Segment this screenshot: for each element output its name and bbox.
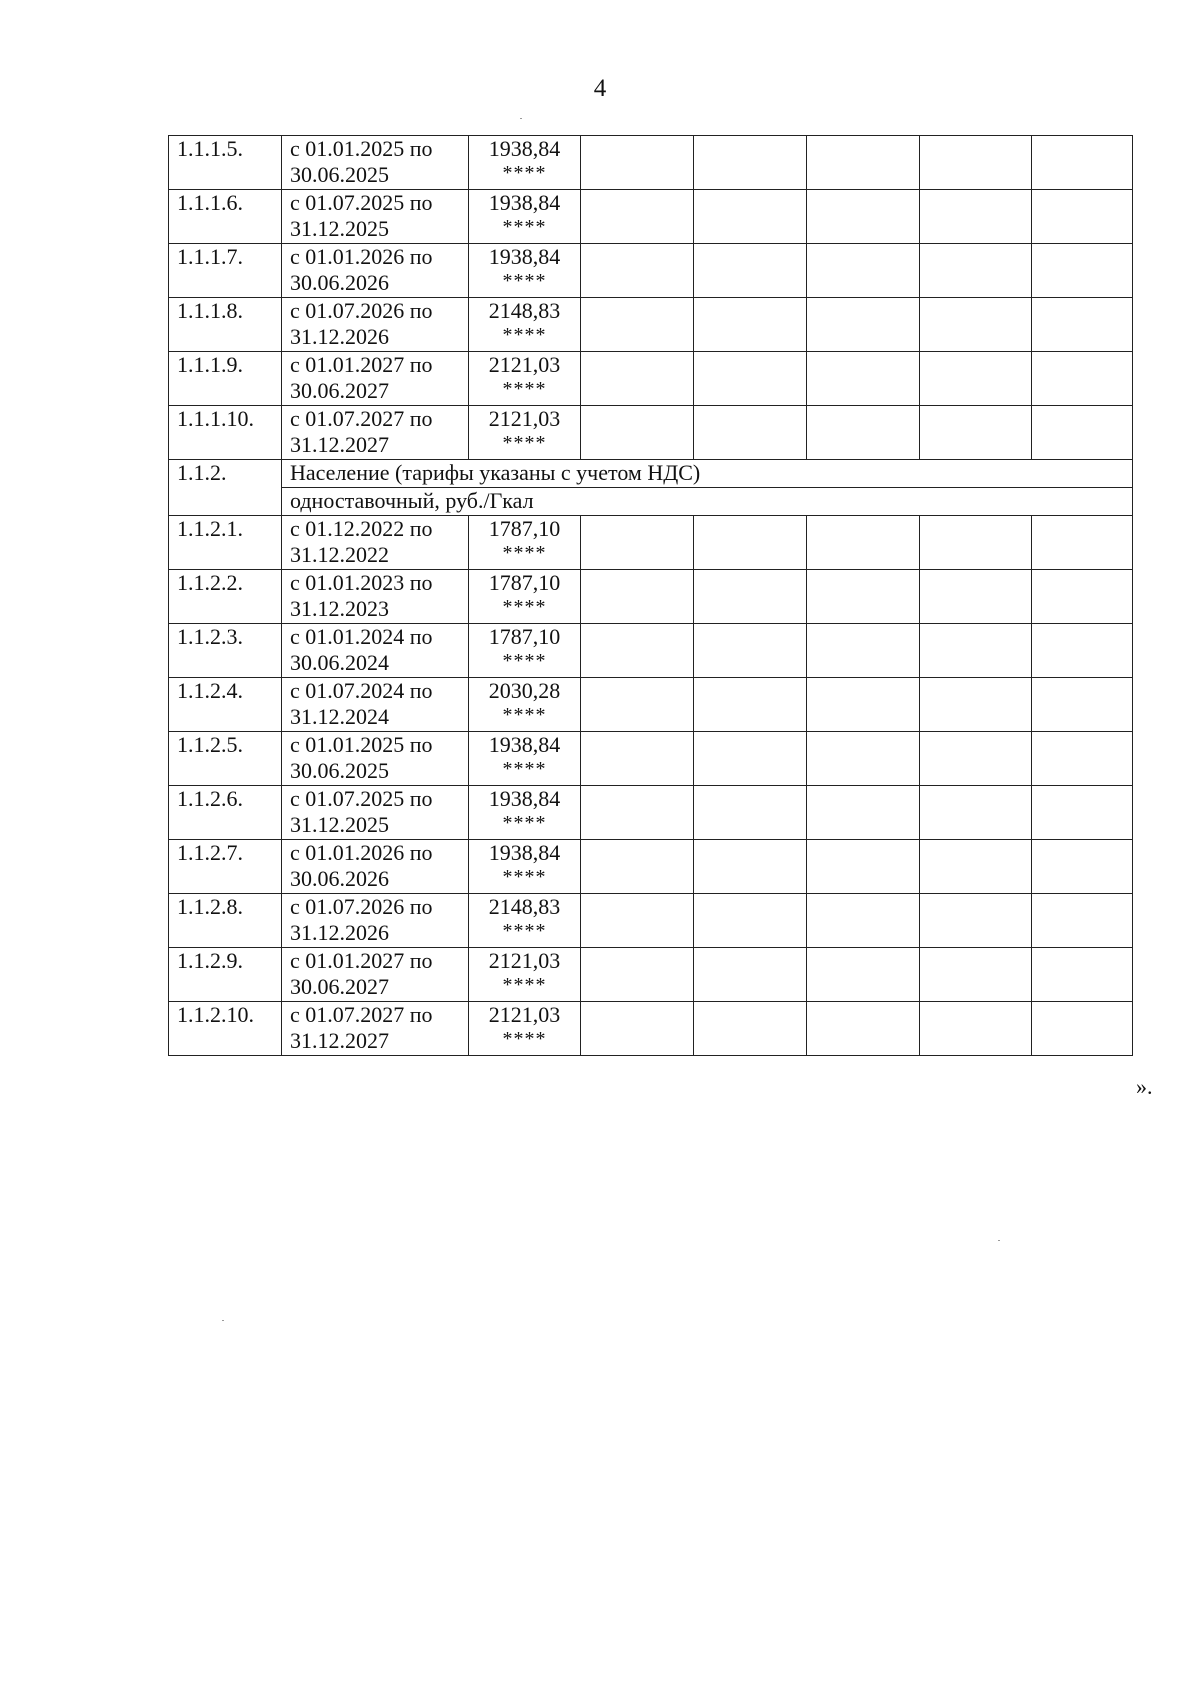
period-start: с 01.01.2027 по bbox=[290, 948, 433, 973]
empty-cell bbox=[920, 516, 1032, 570]
table-row bbox=[169, 190, 1133, 244]
row-number: 1.1.2.6. bbox=[169, 786, 282, 840]
tariff-value-cell bbox=[469, 352, 581, 406]
empty-cell bbox=[1032, 406, 1133, 460]
empty-cell bbox=[581, 406, 694, 460]
tariff-value: 1787,10 bbox=[488, 570, 561, 595]
period-end: 30.06.2025 bbox=[290, 162, 389, 187]
tariff-value-cell bbox=[469, 678, 581, 732]
empty-cell bbox=[807, 136, 920, 190]
table-row bbox=[169, 406, 1133, 460]
empty-cell bbox=[920, 298, 1032, 352]
empty-cell bbox=[694, 244, 807, 298]
period-cell bbox=[282, 786, 469, 840]
empty-cell bbox=[694, 786, 807, 840]
footnote-mark: **** bbox=[502, 866, 547, 888]
table-row bbox=[169, 516, 1133, 570]
table-body-top bbox=[169, 136, 1133, 460]
period-cell bbox=[282, 136, 469, 190]
period-start: с 01.01.2025 по bbox=[290, 732, 433, 757]
period-end: 31.12.2022 bbox=[290, 542, 389, 567]
empty-cell bbox=[1032, 298, 1133, 352]
period-start: с 01.01.2024 по bbox=[290, 624, 433, 649]
row-number: 1.1.2.7. bbox=[169, 840, 282, 894]
tariff-value: 1938,84 bbox=[488, 732, 561, 757]
closing-quote: ». bbox=[1136, 1074, 1153, 1099]
period-start: с 01.01.2026 по bbox=[290, 244, 433, 269]
footnote-mark: **** bbox=[502, 1028, 547, 1050]
period-start: с 01.01.2023 по bbox=[290, 570, 433, 595]
table-row bbox=[169, 136, 1133, 190]
tariff-value: 2121,03 bbox=[488, 352, 561, 377]
table-body-bottom bbox=[169, 516, 1133, 1056]
scan-speck bbox=[520, 118, 522, 119]
empty-cell bbox=[694, 624, 807, 678]
tariff-value-cell bbox=[469, 732, 581, 786]
scan-speck bbox=[998, 1240, 1000, 1241]
table-row bbox=[169, 298, 1133, 352]
empty-cell bbox=[1032, 516, 1133, 570]
empty-cell bbox=[581, 786, 694, 840]
period-start: с 01.07.2027 по bbox=[290, 1002, 433, 1027]
scan-speck bbox=[222, 1320, 224, 1321]
tariff-value: 1787,10 bbox=[488, 624, 561, 649]
tariff-value-cell bbox=[469, 624, 581, 678]
footnote-mark: **** bbox=[502, 324, 547, 346]
empty-cell bbox=[1032, 624, 1133, 678]
empty-cell bbox=[920, 624, 1032, 678]
empty-cell bbox=[1032, 190, 1133, 244]
period-end: 30.06.2025 bbox=[290, 758, 389, 783]
period-end: 31.12.2024 bbox=[290, 704, 389, 729]
tariff-value-cell bbox=[469, 840, 581, 894]
row-number: 1.1.1.5. bbox=[169, 136, 282, 190]
empty-cell bbox=[807, 516, 920, 570]
empty-cell bbox=[1032, 136, 1133, 190]
empty-cell bbox=[581, 570, 694, 624]
period-end: 31.12.2027 bbox=[290, 1028, 389, 1053]
period-cell bbox=[282, 352, 469, 406]
tariff-value: 1938,84 bbox=[488, 190, 561, 215]
table-row bbox=[169, 352, 1133, 406]
empty-cell bbox=[807, 298, 920, 352]
tariff-value: 2030,28 bbox=[488, 678, 561, 703]
empty-cell bbox=[807, 894, 920, 948]
tariff-value: 1938,84 bbox=[488, 840, 561, 865]
empty-cell bbox=[920, 352, 1032, 406]
period-start: с 01.07.2027 по bbox=[290, 406, 433, 431]
empty-cell bbox=[1032, 732, 1133, 786]
period-cell bbox=[282, 244, 469, 298]
row-number: 1.1.1.6. bbox=[169, 190, 282, 244]
period-end: 30.06.2024 bbox=[290, 650, 389, 675]
table-row bbox=[169, 894, 1133, 948]
period-start: с 01.07.2026 по bbox=[290, 894, 433, 919]
empty-cell bbox=[807, 732, 920, 786]
empty-cell bbox=[1032, 678, 1133, 732]
empty-cell bbox=[807, 678, 920, 732]
tariff-value-cell bbox=[469, 244, 581, 298]
tariff-value-cell bbox=[469, 570, 581, 624]
table-row bbox=[169, 732, 1133, 786]
footnote-mark: **** bbox=[502, 704, 547, 726]
empty-cell bbox=[920, 678, 1032, 732]
period-end: 31.12.2026 bbox=[290, 324, 389, 349]
empty-cell bbox=[694, 190, 807, 244]
empty-cell bbox=[581, 948, 694, 1002]
row-number: 1.1.1.10. bbox=[169, 406, 282, 460]
empty-cell bbox=[581, 894, 694, 948]
empty-cell bbox=[581, 244, 694, 298]
period-start: с 01.07.2026 по bbox=[290, 298, 433, 323]
empty-cell bbox=[694, 406, 807, 460]
table-row bbox=[169, 1002, 1133, 1056]
period-cell bbox=[282, 190, 469, 244]
tariff-value-cell bbox=[469, 298, 581, 352]
group-number: 1.1.2. bbox=[169, 460, 282, 516]
period-cell bbox=[282, 732, 469, 786]
row-number: 1.1.1.9. bbox=[169, 352, 282, 406]
empty-cell bbox=[807, 570, 920, 624]
period-cell bbox=[282, 624, 469, 678]
empty-cell bbox=[694, 516, 807, 570]
footnote-mark: **** bbox=[502, 216, 547, 238]
empty-cell bbox=[807, 1002, 920, 1056]
row-number: 1.1.2.10. bbox=[169, 1002, 282, 1056]
period-end: 31.12.2025 bbox=[290, 812, 389, 837]
empty-cell bbox=[920, 894, 1032, 948]
table-row bbox=[169, 786, 1133, 840]
empty-cell bbox=[581, 352, 694, 406]
row-number: 1.1.1.8. bbox=[169, 298, 282, 352]
period-start: с 01.01.2025 по bbox=[290, 136, 433, 161]
empty-cell bbox=[581, 678, 694, 732]
row-number: 1.1.2.8. bbox=[169, 894, 282, 948]
tariff-value-cell bbox=[469, 406, 581, 460]
empty-cell bbox=[694, 894, 807, 948]
empty-cell bbox=[807, 786, 920, 840]
tariff-value: 1787,10 bbox=[488, 516, 561, 541]
period-cell bbox=[282, 678, 469, 732]
empty-cell bbox=[694, 732, 807, 786]
empty-cell bbox=[920, 406, 1032, 460]
empty-cell bbox=[920, 1002, 1032, 1056]
footnote-mark: **** bbox=[502, 542, 547, 564]
table-row bbox=[169, 678, 1133, 732]
empty-cell bbox=[1032, 1002, 1133, 1056]
tariff-value-cell bbox=[469, 516, 581, 570]
footnote-mark: **** bbox=[502, 974, 547, 996]
footnote-mark: **** bbox=[502, 920, 547, 942]
footnote-mark: **** bbox=[502, 596, 547, 618]
empty-cell bbox=[581, 624, 694, 678]
tariff-value: 2148,83 bbox=[488, 894, 561, 919]
empty-cell bbox=[694, 298, 807, 352]
tariff-value-cell bbox=[469, 190, 581, 244]
empty-cell bbox=[1032, 352, 1133, 406]
empty-cell bbox=[581, 136, 694, 190]
tariff-value-cell bbox=[469, 948, 581, 1002]
period-cell bbox=[282, 1002, 469, 1056]
row-number: 1.1.2.5. bbox=[169, 732, 282, 786]
empty-cell bbox=[807, 352, 920, 406]
row-number: 1.1.1.7. bbox=[169, 244, 282, 298]
empty-cell bbox=[920, 190, 1032, 244]
period-start: с 01.07.2025 по bbox=[290, 786, 433, 811]
empty-cell bbox=[807, 948, 920, 1002]
empty-cell bbox=[694, 948, 807, 1002]
row-number: 1.1.2.2. bbox=[169, 570, 282, 624]
period-cell bbox=[282, 298, 469, 352]
empty-cell bbox=[581, 840, 694, 894]
period-start: с 01.07.2024 по bbox=[290, 678, 433, 703]
empty-cell bbox=[581, 298, 694, 352]
group-subheader-row bbox=[169, 488, 1133, 516]
period-end: 31.12.2025 bbox=[290, 216, 389, 241]
empty-cell bbox=[694, 570, 807, 624]
empty-cell bbox=[920, 570, 1032, 624]
period-start: с 01.01.2027 по bbox=[290, 352, 433, 377]
empty-cell bbox=[807, 190, 920, 244]
period-start: с 01.07.2025 по bbox=[290, 190, 433, 215]
period-end: 30.06.2027 bbox=[290, 974, 389, 999]
empty-cell bbox=[1032, 244, 1133, 298]
tariff-value-cell bbox=[469, 786, 581, 840]
empty-cell bbox=[807, 840, 920, 894]
empty-cell bbox=[1032, 786, 1133, 840]
period-cell bbox=[282, 840, 469, 894]
tariff-value-cell bbox=[469, 136, 581, 190]
empty-cell bbox=[920, 948, 1032, 1002]
page-number: 4 bbox=[593, 75, 607, 102]
tariff-value: 2121,03 bbox=[488, 406, 561, 431]
empty-cell bbox=[694, 840, 807, 894]
tariff-value: 1938,84 bbox=[488, 244, 561, 269]
period-end: 31.12.2026 bbox=[290, 920, 389, 945]
empty-cell bbox=[807, 244, 920, 298]
empty-cell bbox=[581, 516, 694, 570]
table-row bbox=[169, 948, 1133, 1002]
period-end: 30.06.2026 bbox=[290, 270, 389, 295]
period-end: 31.12.2027 bbox=[290, 432, 389, 457]
tariff-value: 1938,84 bbox=[488, 136, 561, 161]
empty-cell bbox=[581, 732, 694, 786]
tariff-value: 1938,84 bbox=[488, 786, 561, 811]
empty-cell bbox=[694, 136, 807, 190]
table-row bbox=[169, 244, 1133, 298]
empty-cell bbox=[581, 190, 694, 244]
period-cell bbox=[282, 948, 469, 1002]
empty-cell bbox=[694, 678, 807, 732]
empty-cell bbox=[694, 1002, 807, 1056]
row-number: 1.1.2.1. bbox=[169, 516, 282, 570]
table-row bbox=[169, 840, 1133, 894]
footnote-mark: **** bbox=[502, 162, 547, 184]
empty-cell bbox=[694, 352, 807, 406]
empty-cell bbox=[1032, 570, 1133, 624]
empty-cell bbox=[581, 1002, 694, 1056]
footnote-mark: **** bbox=[502, 378, 547, 400]
period-start: с 01.01.2026 по bbox=[290, 840, 433, 865]
table-group bbox=[169, 460, 1133, 516]
period-end: 31.12.2023 bbox=[290, 596, 389, 621]
empty-cell bbox=[807, 624, 920, 678]
empty-cell bbox=[920, 732, 1032, 786]
table-row bbox=[169, 624, 1133, 678]
table-row bbox=[169, 570, 1133, 624]
period-end: 30.06.2026 bbox=[290, 866, 389, 891]
period-start: с 01.12.2022 по bbox=[290, 516, 433, 541]
footnote-mark: **** bbox=[502, 812, 547, 834]
empty-cell bbox=[920, 136, 1032, 190]
tariff-value: 2121,03 bbox=[488, 948, 561, 973]
empty-cell bbox=[1032, 948, 1133, 1002]
tariff-value-cell bbox=[469, 894, 581, 948]
footnote-mark: **** bbox=[502, 270, 547, 292]
tariff-value: 2148,83 bbox=[488, 298, 561, 323]
period-cell bbox=[282, 406, 469, 460]
footnote-mark: **** bbox=[502, 650, 547, 672]
footnote-mark: **** bbox=[502, 432, 547, 454]
footnote-mark: **** bbox=[502, 758, 547, 780]
group-title: Население (тарифы указаны с учетом НДС) bbox=[282, 460, 1133, 488]
empty-cell bbox=[1032, 840, 1133, 894]
period-cell bbox=[282, 570, 469, 624]
empty-cell bbox=[807, 406, 920, 460]
period-end: 30.06.2027 bbox=[290, 378, 389, 403]
row-number: 1.1.2.3. bbox=[169, 624, 282, 678]
empty-cell bbox=[920, 244, 1032, 298]
empty-cell bbox=[1032, 894, 1133, 948]
period-cell bbox=[282, 516, 469, 570]
group-subtitle: одноставочный, руб./Гкал bbox=[282, 488, 1133, 516]
empty-cell bbox=[920, 840, 1032, 894]
group-header-row bbox=[169, 460, 1133, 488]
empty-cell bbox=[920, 786, 1032, 840]
row-number: 1.1.2.4. bbox=[169, 678, 282, 732]
row-number: 1.1.2.9. bbox=[169, 948, 282, 1002]
tariff-value: 2121,03 bbox=[488, 1002, 561, 1027]
tariff-table bbox=[168, 135, 1133, 1056]
period-cell bbox=[282, 894, 469, 948]
tariff-value-cell bbox=[469, 1002, 581, 1056]
